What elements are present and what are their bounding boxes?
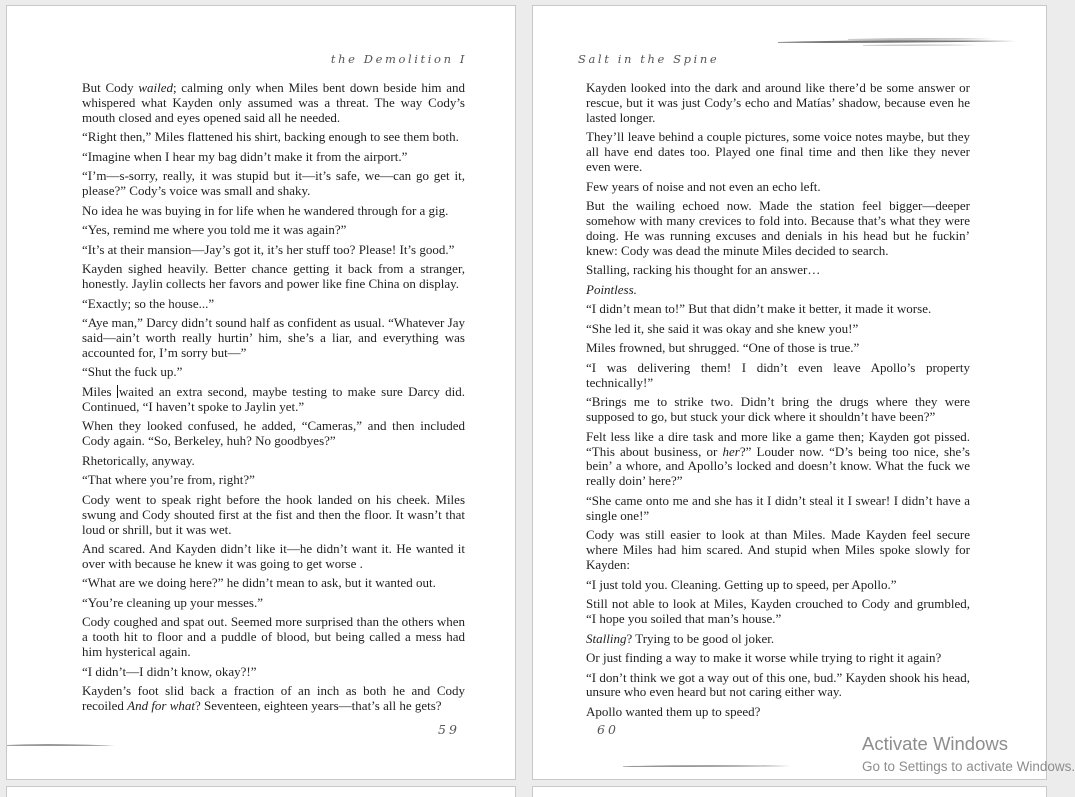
page-number-left: 59 xyxy=(438,722,460,737)
paragraph xyxy=(82,204,465,219)
watermark-subtitle: Go to Settings to activate Windows. xyxy=(862,759,1075,774)
text-run: They’ll leave behind a couple pictures, some voice notes maybe, but they all have end dates too. Played one final time and then like they never even were. xyxy=(586,129,970,175)
paragraph xyxy=(586,651,970,666)
paragraph xyxy=(82,454,465,469)
paragraph xyxy=(586,302,970,317)
paragraph xyxy=(82,223,465,238)
text-run: “She came onto me and she has it I didn’t steal it I swear! I didn’t have a single one!” xyxy=(586,492,970,523)
text-run: “You’re cleaning up your messes.” xyxy=(82,594,263,610)
paragraph xyxy=(82,542,465,572)
text-run: Miles xyxy=(82,383,117,399)
paragraph xyxy=(82,150,465,165)
text-run: ? Seventeen, eighteen years—that’s all he gets? xyxy=(195,698,442,714)
italic-text: Stalling xyxy=(586,630,627,646)
paragraph xyxy=(82,365,465,380)
text-run: “I didn’t—I didn’t know, okay?!” xyxy=(82,663,257,679)
text-run: waited an extra second, maybe testing to make sure Darcy did. Continued, “I haven’t spoke to Jaylin yet.” xyxy=(82,383,465,414)
paragraph xyxy=(586,671,970,701)
paragraph xyxy=(586,263,970,278)
left-flourish xyxy=(7,741,117,749)
paragraph xyxy=(586,494,970,524)
text-run: “Right then,” Miles flattened his shirt, backing enough to see them both. xyxy=(82,129,459,145)
text-run: But the wailing echoed now. Made the station feel bigger—deeper somehow with many crevices to fold into. Because that’s what they were doing. He was running excuses and denials in his head but he fuckin’ knew: Cody was dead the minute Miles decided to search. xyxy=(586,198,970,258)
text-run: “I’m—s-sorry, really, it was stupid but it—it’s safe, we—can go get it, please?” Cody’s voice was small and shaky. xyxy=(82,168,465,199)
paragraph xyxy=(586,199,970,259)
paragraph xyxy=(82,576,465,591)
text-run: “She led it, she said it was okay and she knew you!” xyxy=(586,320,859,336)
text-run: “I just told you. Cleaning. Getting up to speed, per Apollo.” xyxy=(586,576,897,592)
paragraph xyxy=(82,419,465,449)
paragraph xyxy=(82,473,465,488)
text-run: “It’s at their mansion—Jay’s got it, it’s her stuff too? Please! It’s good.” xyxy=(82,241,455,257)
next-page-edge-right xyxy=(532,786,1047,797)
paragraph xyxy=(586,528,970,573)
text-run: When they looked confused, he added, “Cameras,” and then included Cody again. “So, Berkeley, huh? No goodbyes?” xyxy=(82,418,465,449)
text-run: “Aye man,” Darcy didn’t sound half as confident as usual. “Whatever Jay said—ain’t worth really hurtin’ him, she’s a liar, and everything was accounted for, I’m sorry but—” xyxy=(82,315,465,360)
paragraph xyxy=(82,81,465,126)
text-run: ?” Louder now. “D’s being too nice, she’s bein’ a whore, and Apollo’s locked and doesn’t know. What the fuck we really doin’ here?” xyxy=(586,443,970,489)
text-run: “What are we doing here?” he didn’t mean to ask, but it wanted out. xyxy=(82,575,436,591)
text-run: ; calming only when Miles bent down beside him and whispered what Kayden only assumed was a threat. The way Cody’s mouth closed and eyes opened said all he needed. xyxy=(82,80,465,125)
header-flourish xyxy=(778,36,1018,48)
paragraph xyxy=(586,395,970,425)
text-run: Felt less like a dire task and more like a game then; Kayden got pissed. “This about business, or xyxy=(586,428,970,459)
text-run: Still not able to look at Miles, Kayden crouched to Cody and grumbled, “I hope you soiled that man’s house.” xyxy=(586,596,970,626)
text-run: “That where you’re from, right?” xyxy=(82,472,255,488)
right-page xyxy=(532,5,1047,780)
text-run: Few years of noise and not even an echo left. xyxy=(586,178,821,194)
text-run: “Yes, remind me where you told me it was again?” xyxy=(82,222,347,238)
paragraph xyxy=(82,615,465,660)
paragraph xyxy=(586,180,970,195)
italic-text: And for what xyxy=(127,698,196,714)
paragraph xyxy=(586,361,970,391)
watermark-title: Activate Windows xyxy=(862,733,1008,754)
paragraph xyxy=(586,597,970,627)
text-run: Cody coughed and spat out. Seemed more surprised than the others when a tooth hit to floor and a puddle of blood, but being called a mess had him hysterical again. xyxy=(82,614,465,660)
text-run: Kayden’s foot slid back a fraction of an inch as both he and Cody recoiled xyxy=(82,683,465,714)
paragraph xyxy=(82,665,465,680)
paragraph xyxy=(586,81,970,126)
paragraph xyxy=(82,684,465,714)
paragraph xyxy=(586,322,970,337)
paragraph xyxy=(82,169,465,199)
running-head-right: Salt in the Spine xyxy=(578,52,720,66)
text-run: Cody was still easier to look at than Miles. Made Kayden feel secure where Miles had him scared. And stupid when Miles spoke slowly for Kayden: xyxy=(586,527,970,573)
text-run: Stalling, racking his thought for an answer… xyxy=(586,262,821,278)
text-run: Or just finding a way to make it worse while trying to right it again? xyxy=(586,650,942,665)
paragraph xyxy=(586,430,970,490)
text-run: Apollo wanted them up to speed? xyxy=(586,703,761,719)
text-run: ? Trying to be good ol joker. xyxy=(626,630,775,646)
footer-flourish xyxy=(623,762,793,770)
text-run: “I don’t think we got a way out of this one, bud.” Kayden shook his head, unsure who even heard but not caring either way. xyxy=(586,669,970,700)
italic-text: wailed xyxy=(138,80,173,95)
right-page-body xyxy=(586,81,970,724)
italic-text: her xyxy=(722,443,740,459)
text-run: Kayden looked into the dark and around like there’d be some answer or rescue, but it was just Cody’s echo and Matías’ shadow, because even he lasted longer. xyxy=(586,80,970,125)
paragraph xyxy=(82,297,465,312)
paragraph xyxy=(586,632,970,647)
paragraph xyxy=(82,596,465,611)
italic-text: Pointless. xyxy=(586,281,637,297)
paragraph xyxy=(586,283,970,298)
paragraph xyxy=(586,705,970,720)
text-run: No idea he was buying in for life when he wandered through for a gig. xyxy=(82,202,449,218)
next-page-edge-left xyxy=(6,786,516,797)
text-run: And scared. And Kayden didn’t like it—he didn’t want it. He wanted it over with because he knew it was going to get worse . xyxy=(82,541,465,571)
paragraph xyxy=(82,243,465,258)
text-run: Kayden sighed heavily. Better chance getting it back from a stranger, honestly. Jaylin collects her favors and power like fine China on display. xyxy=(82,261,465,292)
page-number-right: 60 xyxy=(597,722,619,737)
activation-watermark xyxy=(862,733,1075,776)
paragraph xyxy=(586,130,970,175)
text-run: “I didn’t mean to!” But that didn’t make it better, it made it worse. xyxy=(586,301,932,317)
text-run: But Cody xyxy=(82,80,139,95)
left-page-body xyxy=(82,81,465,719)
text-run: Rhetorically, anyway. xyxy=(82,452,195,468)
text-run: “Exactly; so the house...” xyxy=(82,295,215,311)
paragraph xyxy=(82,262,465,292)
running-head-left: the Demolition I xyxy=(330,52,467,66)
paragraph xyxy=(586,578,970,593)
paragraph xyxy=(82,493,465,538)
text-run: “Imagine when I hear my bag didn’t make it from the airport.” xyxy=(82,148,408,164)
text-run: “I was delivering them! I didn’t even leave Apollo’s property technically!” xyxy=(586,359,970,390)
text-run: Cody went to speak right before the hook landed on his cheek. Miles swung and Cody shouted first at the fist and then the floor. It wasn’t that loud or shrill, but it was wet. xyxy=(82,491,465,537)
paragraph xyxy=(82,385,465,415)
paragraph xyxy=(586,341,970,356)
text-run: “Brings me to strike two. Didn’t bring the drugs where they were supposed to go, but stuck your dick where it shouldn’t have been?” xyxy=(586,394,970,425)
paragraph xyxy=(82,316,465,361)
left-page xyxy=(6,5,516,780)
paragraph xyxy=(82,130,465,145)
text-run: Miles frowned, but shrugged. “One of those is true.” xyxy=(586,340,860,356)
text-run: “Shut the fuck up.” xyxy=(82,364,183,380)
